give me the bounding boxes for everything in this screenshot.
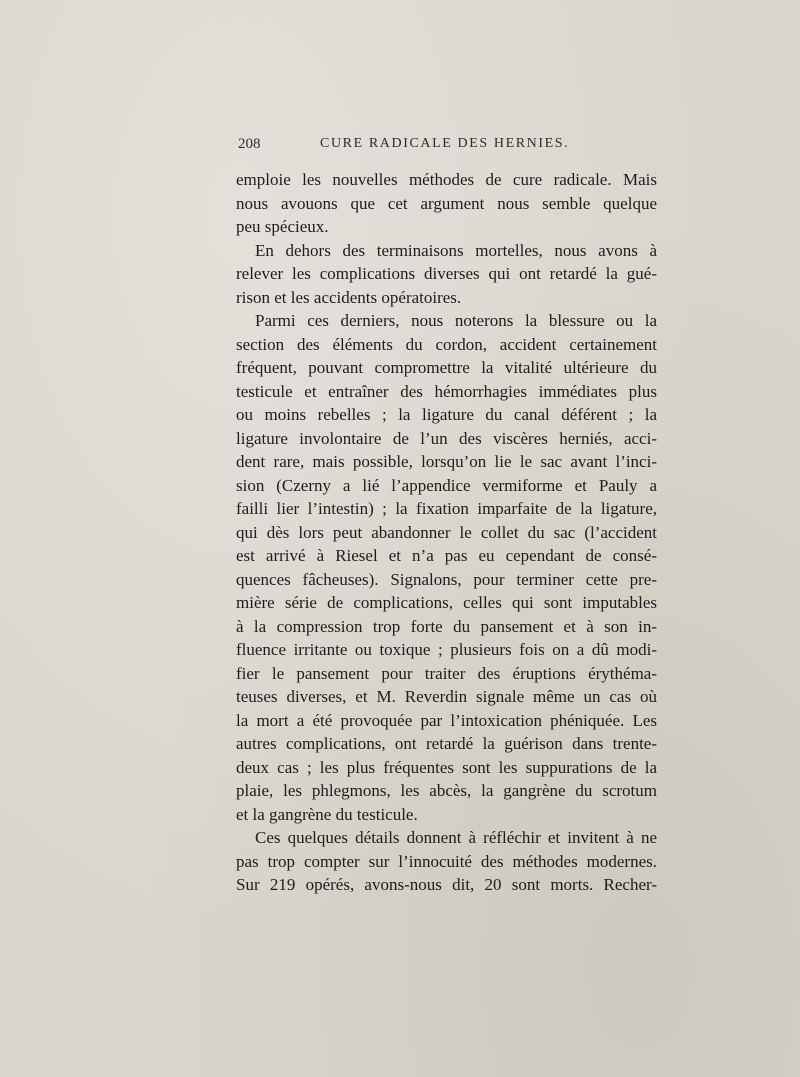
page-header [238, 136, 653, 158]
text-line: peu spécieux. [236, 217, 329, 236]
text-line: et la gangrène du testicule. [236, 804, 418, 824]
text-line: quences fâcheuses). Signalons, pour terminer cette pre- [236, 569, 657, 589]
text-line: rison et les accidents opératoires. [236, 287, 462, 307]
text-line: à la compression trop forte du pansement et à son in- [236, 616, 657, 636]
text-line: nous avouons que cet argument nous semble quelque [236, 193, 657, 213]
text-line: testicule et entraîner des hémorrhagies immédiates plus [236, 381, 657, 401]
text-line: teuses diverses, et M. Reverdin signale même un cas où [236, 687, 657, 706]
text-line: autres complications, ont retardé la guérison dans trente- [236, 734, 657, 753]
text-line: En dehors des terminaisons mortelles, nous avons à [255, 240, 657, 260]
text-line: sion (Czerny a lié l’appendice vermiforme et Pauly a [236, 475, 657, 495]
text-line: ou moins rebelles ; la ligature du canal déférent ; la [236, 405, 657, 424]
page-number: 208 [238, 136, 261, 152]
text-line: Sur 219 opérés, avons-nous dit, 20 sont morts. Recher- [236, 875, 657, 894]
text-line: est arrivé à Riesel et n’a pas eu cependant de consé- [236, 546, 657, 565]
text-line: Ces quelques détails donnent à réfléchir et invitent à ne [255, 828, 657, 847]
text-line: mière série de complications, celles qui sont imputables [236, 593, 657, 612]
text-line: qui dès lors peut abandonner le collet du sac (l’accident [236, 522, 657, 542]
text-line: relever les complications diverses qui ont retardé la gué- [236, 264, 657, 283]
text-line: emploie les nouvelles méthodes de cure radicale. Mais [236, 170, 657, 189]
text-line: plaie, les phlegmons, les abcès, la gangrène du scrotum [236, 781, 657, 800]
text-line: Parmi ces derniers, nous noterons la blessure ou la [255, 311, 657, 330]
text-line: pas trop compter sur l’innocuité des méthodes modernes. [236, 851, 657, 871]
text-line: failli lier l’intestin) ; la fixation imparfaite de la ligature, [236, 499, 657, 518]
text-line: ligature involontaire de l’un des viscères herniés, acci- [236, 428, 657, 448]
text-line: section des éléments du cordon, accident certainement [236, 334, 657, 354]
body-text [236, 168, 657, 897]
text-line: fier le pansement pour traiter des éruptions érythéma- [236, 663, 657, 683]
running-title: CURE RADICALE DES HERNIES. [320, 136, 570, 151]
text-line: la mort a été provoquée par l’intoxication phéniquée. Les [236, 710, 657, 730]
text-line: deux cas ; les plus fréquentes sont les suppurations de la [236, 757, 657, 777]
text-line: fréquent, pouvant compromettre la vitalité ultérieure du [236, 358, 657, 377]
text-line: dent rare, mais possible, lorsqu’on lie le sac avant l’inci- [236, 452, 657, 471]
text-line: fluence irritante ou toxique ; plusieurs fois on a dû modi- [236, 640, 657, 659]
